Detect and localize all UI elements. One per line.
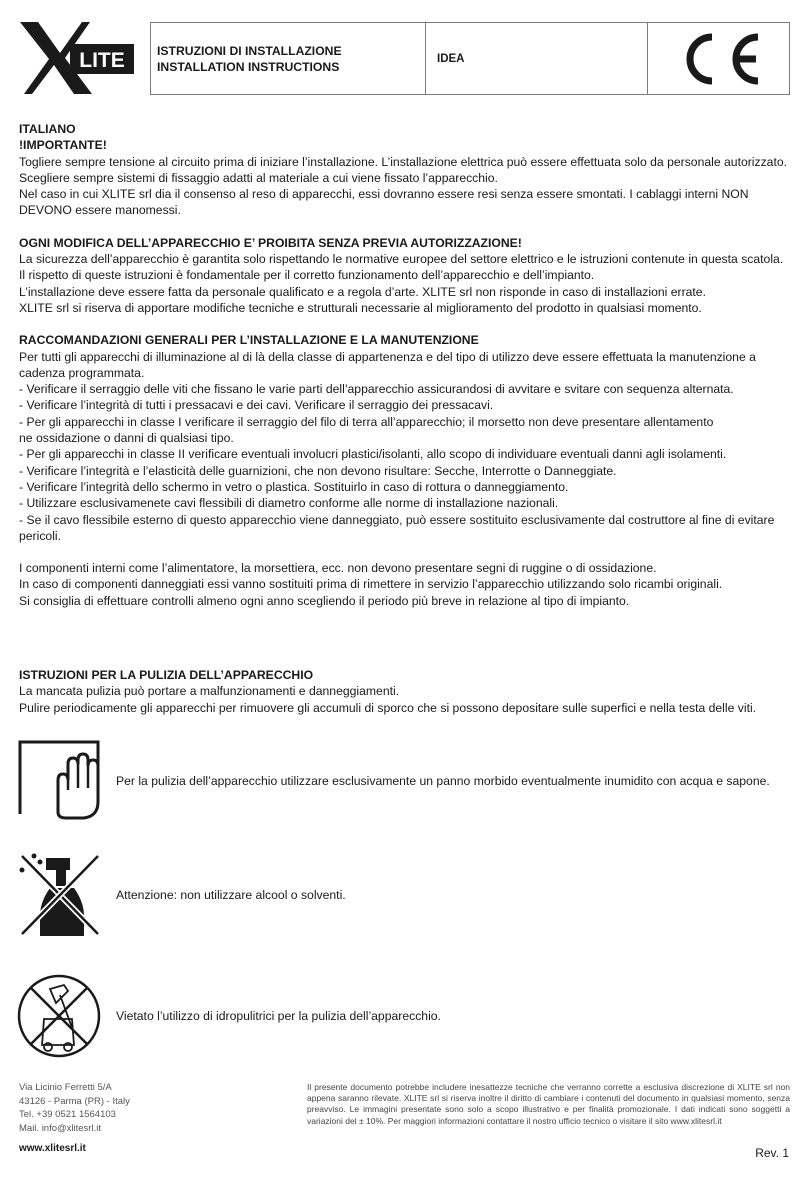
logo-wordmark: LITE bbox=[79, 49, 125, 72]
important-line: Nel caso in cui XLITE srl dia il consenso al reso di apparecchi, essi dovranno essere resi senza essere smontati. I cablaggi interni NON DEVONO essere manomessi. bbox=[19, 187, 749, 218]
soft-cloth-icon bbox=[16, 738, 102, 824]
disclaimer: Il presente documento potrebbe includere inesattezze tecniche che verranno corrette a esclusiva discrezione di XLITE srl non appena saranno rilevate. XLITE srl si riserva inoltre il diritto di cambiare i contenuti del documento in qualsiasi momento, senza preavviso. Le immagini presentate sono solo a scopo illustrativo e per finalità promozionale. I dati indicati sono soggetti a variazioni del ± 10%. Per maggiori informazioni contattare il nostro ufficio tecnico o visitare il sito www.xlitesrl.it bbox=[307, 1082, 790, 1126]
recommendation-line: Per tutti gli apparecchi di illuminazione al di là della classe di appartenenza e del tipo di utilizzo deve essere effettuata la manutenzione a cadenza programmata. bbox=[19, 349, 756, 380]
cleaning-line: La mancata pulizia può portare a malfunzionamenti e danneggiamenti. bbox=[19, 684, 400, 699]
recommendation-line: - Verificare l’integrità e l’elasticità delle guarnizioni, che non devono risultare: Secche, Interrotte o Danneggiate. bbox=[19, 463, 617, 478]
header-table bbox=[150, 22, 790, 95]
address-email: Mail. info@xlitesrl.it bbox=[19, 1122, 101, 1134]
modification-line: XLITE srl si riserva di apportare modifiche tecniche e strutturali necessarie al miglioramento del prodotto in qualsiasi momento. bbox=[19, 300, 702, 315]
no-solvents-instruction bbox=[16, 852, 346, 938]
components-line: I componenti interni come l’alimentatore, la morsettiera, ecc. non devono presentare segni di ruggine o di ossidazione. bbox=[19, 561, 657, 576]
address-city: 43126 - Parma (PR) - Italy bbox=[19, 1095, 130, 1107]
revision-label: Rev. 1 bbox=[755, 1146, 789, 1160]
recommendations-heading: RACCOMANDAZIONI GENERALI PER L’INSTALLAZIONE E LA MANUTENZIONE bbox=[19, 333, 479, 348]
no-solvents-text: Attenzione: non utilizzare alcool o solventi. bbox=[116, 888, 346, 902]
components-line: In caso di componenti danneggiati essi vanno sostituiti prima di rimettere in servizio l’apparecchio utilizzando solo ricambi originali. bbox=[19, 577, 723, 592]
header-title-cell bbox=[151, 23, 426, 94]
company-address bbox=[19, 1081, 130, 1135]
title-english: INSTALLATION INSTRUCTIONS bbox=[157, 59, 340, 74]
no-pressure-washer-text: Vietato l’utilizzo di idropulitrici per la pulizia dell’apparecchio. bbox=[116, 1009, 441, 1023]
cloth-instruction bbox=[16, 738, 770, 824]
title-italian: ISTRUZIONI DI INSTALLAZIONE bbox=[157, 43, 342, 58]
language-heading: ITALIANO bbox=[19, 122, 76, 136]
website-link[interactable]: www.xlitesrl.it bbox=[19, 1143, 86, 1154]
no-pressure-washer-instruction bbox=[16, 973, 441, 1059]
cloth-instruction-text: Per la pulizia dell’apparecchio utilizzare esclusivamente un panno morbido eventualmente inumidito con acqua e sapone. bbox=[116, 774, 770, 788]
modification-line: Il rispetto di queste istruzioni è fondamentale per il corretto funzionamento dell’apparecchio e dell’impianto. bbox=[19, 268, 595, 283]
modification-heading: OGNI MODIFICA DELL’APPARECCHIO E’ PROIBITA SENZA PREVIA AUTORIZZAZIONE! bbox=[19, 235, 522, 250]
address-street: Via Licinio Ferretti 5/A bbox=[19, 1082, 112, 1093]
important-heading: !IMPORTANTE! bbox=[19, 138, 107, 153]
recommendation-line: - Verificare l’integrità dello schermo in vetro o plastica. Sostituirlo in caso di rottura o danneggiamento. bbox=[19, 479, 569, 494]
important-line: Togliere sempre tensione al circuito prima di iniziare l’installazione. L’installazione elettrica può essere effettuata solo da personale autorizzato. bbox=[19, 154, 788, 169]
ce-mark-cell bbox=[648, 23, 789, 94]
address-phone: Tel. +39 0521 1564103 bbox=[19, 1109, 116, 1120]
recommendation-line: - Verificare il serraggio delle viti che fissano le varie parti dell’apparecchio assicurandosi di avvitare e svitare con sequenza alternata. bbox=[19, 382, 734, 397]
recommendation-line: - Per gli apparecchi in classe I verificare il serraggio del filo di terra all’apparecchio; il morsetto non deve presentare allentamento ne ossidazione o danni di qualsiasi tipo. bbox=[19, 414, 714, 446]
cleaning-line: Pulire periodicamente gli apparecchi per rimuovere gli accumuli di sporco che si possono depositare sulle superfici e nella testa delle viti. bbox=[19, 700, 757, 715]
modification-line: L’installazione deve essere fatta da personale qualificato e a regola d’arte. XLITE srl non risponde in caso di installazioni errate. bbox=[19, 284, 706, 299]
important-line: Scegliere sempre sistemi di fissaggio adatti al materiale a cui viene fissato l’apparecchio. bbox=[19, 170, 498, 185]
cleaning-heading: ISTRUZIONI PER LA PULIZIA DELL’APPARECCHIO bbox=[19, 668, 314, 683]
product-name: IDEA bbox=[426, 23, 648, 94]
recommendation-line: - Se il cavo flessibile esterno di questo apparecchio viene danneggiato, può essere sostituito esclusivamente dal costruttore al fine di evitare pericoli. bbox=[19, 512, 775, 543]
components-line: Si consiglia di effettuare controlli almeno ogni anno scegliendo il periodo più breve in relazione al tipo di impianto. bbox=[19, 593, 630, 608]
xlite-logo-mark bbox=[18, 20, 136, 96]
recommendation-line: - Utilizzare esclusivamenete cavi flessibili di diametro conforme alle norme di installazione nazionali. bbox=[19, 496, 559, 511]
xlite-logo bbox=[18, 20, 136, 96]
document-body bbox=[19, 121, 794, 716]
modification-line: La sicurezza dell’apparecchio è garantita solo rispettando le normative europee del settore elettrico e le istruzioni contenute in questa scatola. bbox=[19, 252, 784, 267]
no-solvent-spray-icon bbox=[16, 852, 102, 938]
recommendation-line: - Per gli apparecchi in classe II verificare eventuali involucri plastici/isolanti, allo scopo di individuare eventuali danni agli isolamenti. bbox=[19, 447, 727, 462]
recommendation-line: - Verificare l’integrità di tutti i pressacavi e dei cavi. Verificare il serraggio dei pressacavi. bbox=[19, 398, 494, 413]
no-pressure-washer-icon bbox=[16, 973, 102, 1059]
ce-mark-icon bbox=[676, 31, 762, 87]
